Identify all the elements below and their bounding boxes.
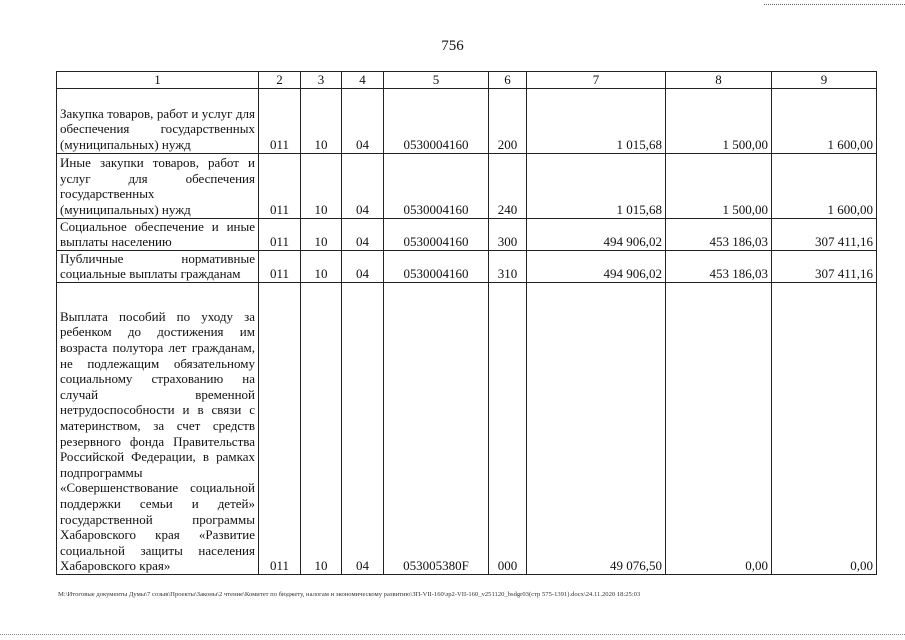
cell-amount-2021: 453 186,03: [666, 250, 772, 282]
cell-expense-type: 240: [489, 153, 527, 218]
cell-amount-2020: 494 906,02: [527, 250, 666, 282]
cell-target-article: 0530004160: [384, 88, 489, 153]
cell-ministry-code: 011: [259, 250, 301, 282]
cell-subsection: 04: [342, 250, 384, 282]
page-edge-top: [764, 4, 905, 5]
cell-section: 10: [301, 218, 342, 250]
table-row: [57, 250, 877, 282]
cell-amount-2022: 307 411,16: [772, 250, 877, 282]
cell-subsection: 04: [342, 88, 384, 153]
cell-amount-2020: 494 906,02: [527, 218, 666, 250]
cell-subsection: 04: [342, 153, 384, 218]
cell-section: 10: [301, 153, 342, 218]
budget-table: [56, 71, 877, 575]
row-name: Социальное обеспечение и иные выплаты населению: [57, 218, 259, 250]
cell-amount-2021: 1 500,00: [666, 88, 772, 153]
document-file-path: M:\Итоговые документы Думы\7 созыв\Проекты\Законы\2 чтение\Комитет по бюджету, налогам и экономическому развитию\ЗП-VII-160\зр2-VII-160_v251120_bsdgr03(стр 575-1391).docx\24.11.2020 18:25:03: [58, 591, 641, 598]
cell-amount-2021: 1 500,00: [666, 153, 772, 218]
cell-target-article: 0530004160: [384, 153, 489, 218]
cell-expense-type: 000: [489, 282, 527, 574]
cell-target-article: 053005380F: [384, 282, 489, 574]
cell-subsection: 04: [342, 218, 384, 250]
table-row: [57, 282, 877, 574]
table-row: [57, 88, 877, 153]
cell-amount-2022: 307 411,16: [772, 218, 877, 250]
cell-amount-2022: 1 600,00: [772, 153, 877, 218]
cell-expense-type: 200: [489, 88, 527, 153]
row-name: Публичные нормативные социальные выплаты гражданам: [57, 250, 259, 282]
column-header: 4: [342, 72, 384, 89]
cell-ministry-code: 011: [259, 88, 301, 153]
cell-amount-2022: 1 600,00: [772, 88, 877, 153]
table-row: [57, 153, 877, 218]
cell-amount-2020: 1 015,68: [527, 153, 666, 218]
column-number-row: [57, 72, 877, 89]
cell-expense-type: 310: [489, 250, 527, 282]
cell-amount-2021: 0,00: [666, 282, 772, 574]
cell-ministry-code: 011: [259, 282, 301, 574]
cell-ministry-code: 011: [259, 218, 301, 250]
column-header: 7: [527, 72, 666, 89]
page-edge-bottom: [0, 634, 905, 635]
row-name: Закупка товаров, работ и услуг для обеспечения государственных (муниципальных) нужд: [57, 88, 259, 153]
column-header: 5: [384, 72, 489, 89]
row-name: Иные закупки товаров, работ и услуг для обеспечения государственных (муниципальных) нужд: [57, 153, 259, 218]
cell-target-article: 0530004160: [384, 250, 489, 282]
row-name: Выплата пособий по уходу за ребенком до достижения им возраста полутора лет гражданам, не подлежащим обязательному социальному страхованию на случай временной нетрудоспособности и в связи с материнством, за счет средств резервного фонда Правительства Российской Федерации, в рамках подпрограммы «Совершенствование социальной поддержки семьи и детей» государственной программы Хабаровского края «Развитие социальной защиты населения Хабаровского края»: [57, 282, 259, 574]
table-row: [57, 218, 877, 250]
column-header: 6: [489, 72, 527, 89]
cell-amount-2022: 0,00: [772, 282, 877, 574]
column-header: 2: [259, 72, 301, 89]
cell-section: 10: [301, 282, 342, 574]
cell-amount-2021: 453 186,03: [666, 218, 772, 250]
cell-section: 10: [301, 88, 342, 153]
cell-expense-type: 300: [489, 218, 527, 250]
page-number: 756: [441, 38, 464, 54]
cell-ministry-code: 011: [259, 153, 301, 218]
column-header: 1: [57, 72, 259, 89]
cell-amount-2020: 1 015,68: [527, 88, 666, 153]
column-header: 8: [666, 72, 772, 89]
cell-subsection: 04: [342, 282, 384, 574]
column-header: 9: [772, 72, 877, 89]
cell-amount-2020: 49 076,50: [527, 282, 666, 574]
cell-section: 10: [301, 250, 342, 282]
column-header: 3: [301, 72, 342, 89]
cell-target-article: 0530004160: [384, 218, 489, 250]
